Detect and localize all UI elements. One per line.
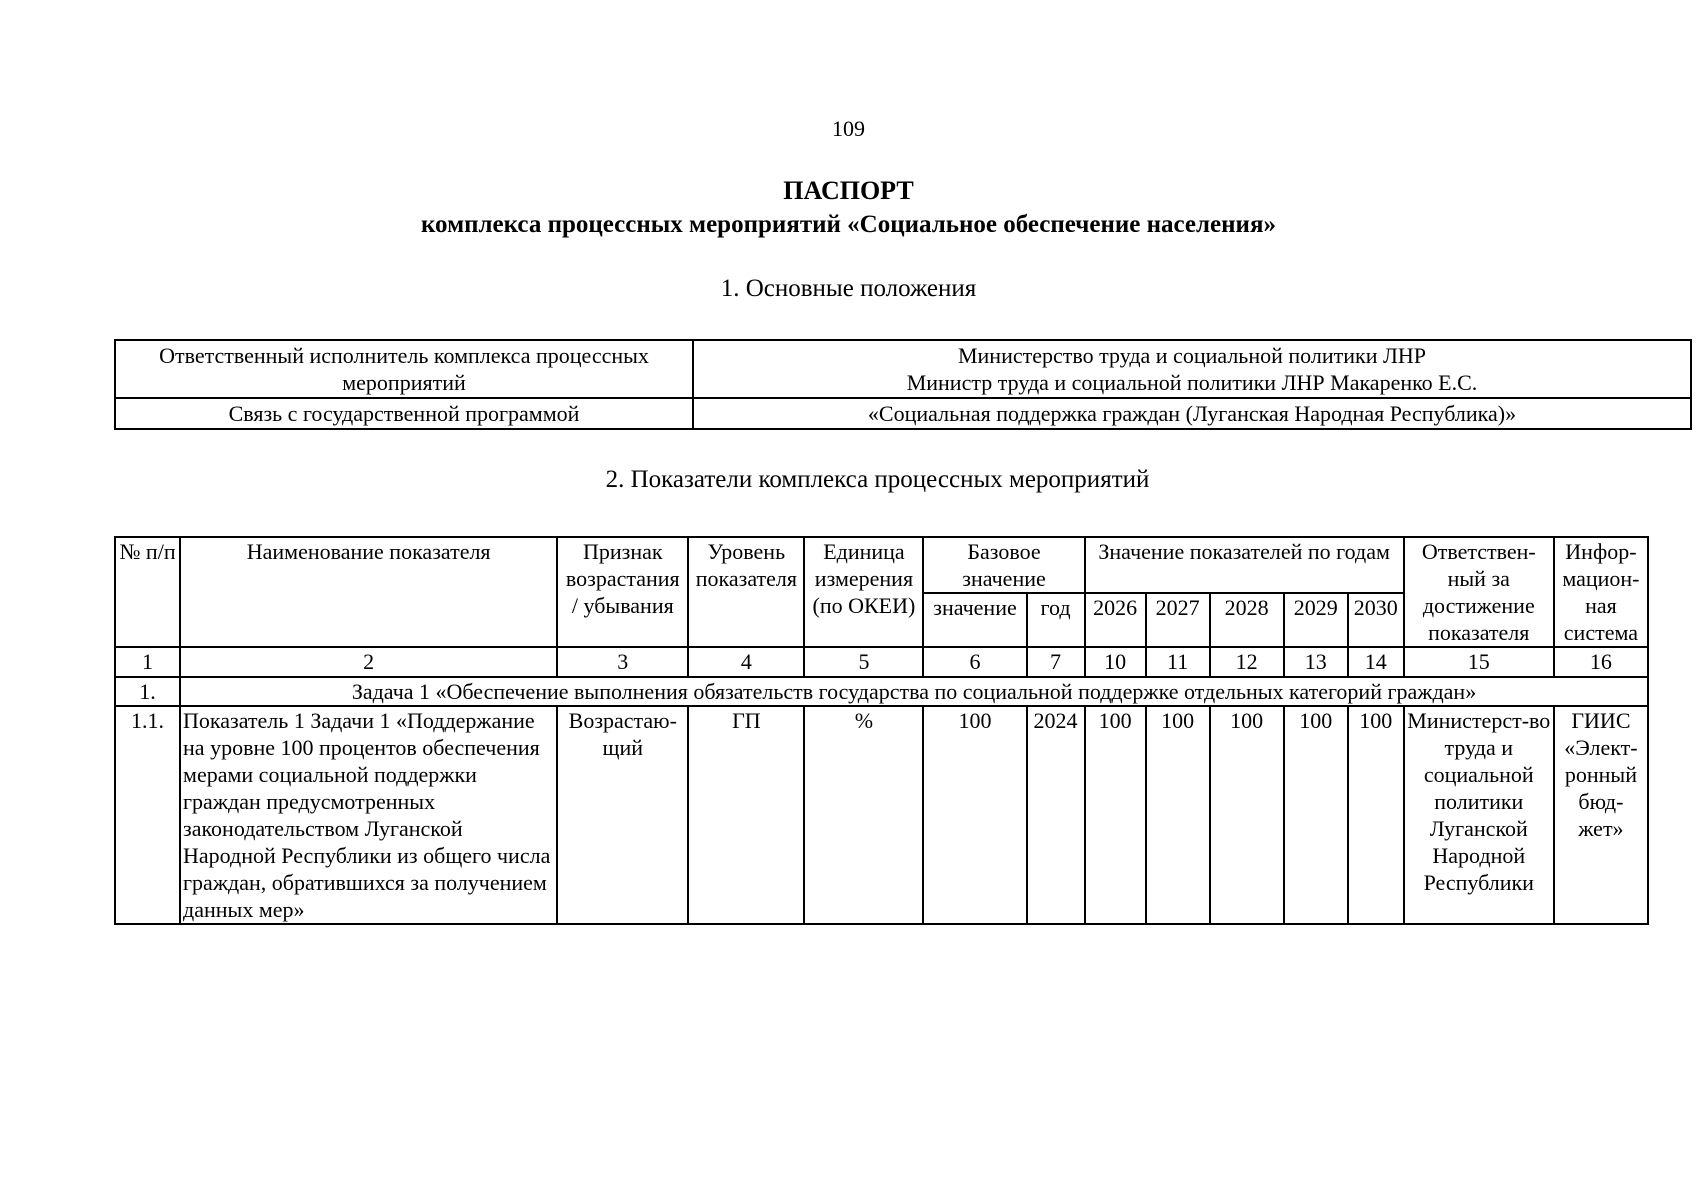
row-label: Ответственный исполнитель комплекса процессных мероприятий [115, 340, 693, 398]
header-num: № п/п [115, 537, 180, 647]
indicator-value: 100 [1348, 706, 1404, 924]
header-trend: Признак возрастания / убывания [557, 537, 688, 647]
header-base-year: год [1027, 593, 1085, 647]
row-label: Связь с государственной программой [115, 398, 693, 429]
column-number: 3 [557, 647, 688, 677]
column-number: 1 [115, 647, 180, 677]
indicator-base-value: 100 [923, 706, 1026, 924]
header-info-system: Инфор-мацион-ная система [1554, 537, 1648, 647]
column-number: 7 [1027, 647, 1085, 677]
document-subtitle: комплекса процессных мероприятий «Социальное обеспечение населения» [420, 211, 1276, 238]
header-year: 2029 [1284, 593, 1348, 647]
main-provisions-table [114, 339, 1692, 430]
indicator-value: 100 [1284, 706, 1348, 924]
table-row [115, 398, 1691, 429]
column-number: 6 [923, 647, 1026, 677]
indicator-value: 100 [1210, 706, 1284, 924]
header-base-value: значение [923, 593, 1026, 647]
section2-heading: 2. Показатели комплекса процессных мероприятий [605, 466, 1150, 493]
indicators-table [114, 536, 1649, 925]
column-number: 16 [1554, 647, 1648, 677]
column-number: 14 [1348, 647, 1404, 677]
header-year: 2026 [1085, 593, 1146, 647]
column-number: 2 [180, 647, 557, 677]
table-row [115, 706, 1648, 924]
header-row [115, 537, 1648, 593]
indicator-base-year: 2024 [1027, 706, 1085, 924]
header-responsible: Ответствен-ный за достижение показателя [1404, 537, 1554, 647]
indicator-info-system: ГИИС «Элект-ронный бюд-жет» [1554, 706, 1648, 924]
header-name: Наименование показателя [180, 537, 557, 647]
table-row [115, 340, 1691, 398]
column-number: 5 [804, 647, 923, 677]
column-number: 12 [1210, 647, 1284, 677]
row-value [693, 340, 1691, 398]
column-number: 15 [1404, 647, 1554, 677]
value-line: Министр труда и социальной политики ЛНР Макаренко Е.С. [906, 370, 1478, 395]
column-number-row [115, 647, 1648, 677]
column-number: 13 [1284, 647, 1348, 677]
indicator-value: 100 [1146, 706, 1210, 924]
column-number: 10 [1085, 647, 1146, 677]
indicator-responsible: Министерст-во труда и социальной политики Луганской Народной Республики [1404, 706, 1554, 924]
section1-heading: 1. Основные положения [720, 275, 977, 302]
indicator-trend: Возрастаю-щий [557, 706, 688, 924]
indicator-unit: % [804, 706, 923, 924]
header-level: Уровень показателя [688, 537, 804, 647]
column-number: 4 [688, 647, 804, 677]
header-year: 2027 [1146, 593, 1210, 647]
indicator-level: ГП [688, 706, 804, 924]
header-unit: Единица измерения (по ОКЕИ) [804, 537, 923, 647]
indicator-value: 100 [1085, 706, 1146, 924]
task-num: 1. [115, 677, 180, 706]
header-base: Базовое значение [923, 537, 1084, 593]
task-text: Задача 1 «Обеспечение выполнения обязательств государства по социальной поддержке отдельных категорий граждан» [180, 677, 1648, 706]
header-year: 2030 [1348, 593, 1404, 647]
row-num: 1.1. [115, 706, 180, 924]
header-values-by-year: Значение показателей по годам [1085, 537, 1404, 593]
page-number: 109 [832, 116, 865, 141]
row-value: «Социальная поддержка граждан (Луганская Народная Республика)» [693, 398, 1691, 429]
document-title: ПАСПОРТ [783, 176, 914, 205]
task-row [115, 677, 1648, 706]
indicator-name: Показатель 1 Задачи 1 «Поддержание на уровне 100 процентов обеспечения мерами социальной поддержки граждан предусмотренных законодательством Луганской Народной Республики из общего числа граждан, обратившихся за получением данных мер» [180, 706, 557, 924]
header-year: 2028 [1210, 593, 1284, 647]
column-number: 11 [1146, 647, 1210, 677]
value-line: Министерство труда и социальной политики ЛНР [957, 343, 1427, 368]
